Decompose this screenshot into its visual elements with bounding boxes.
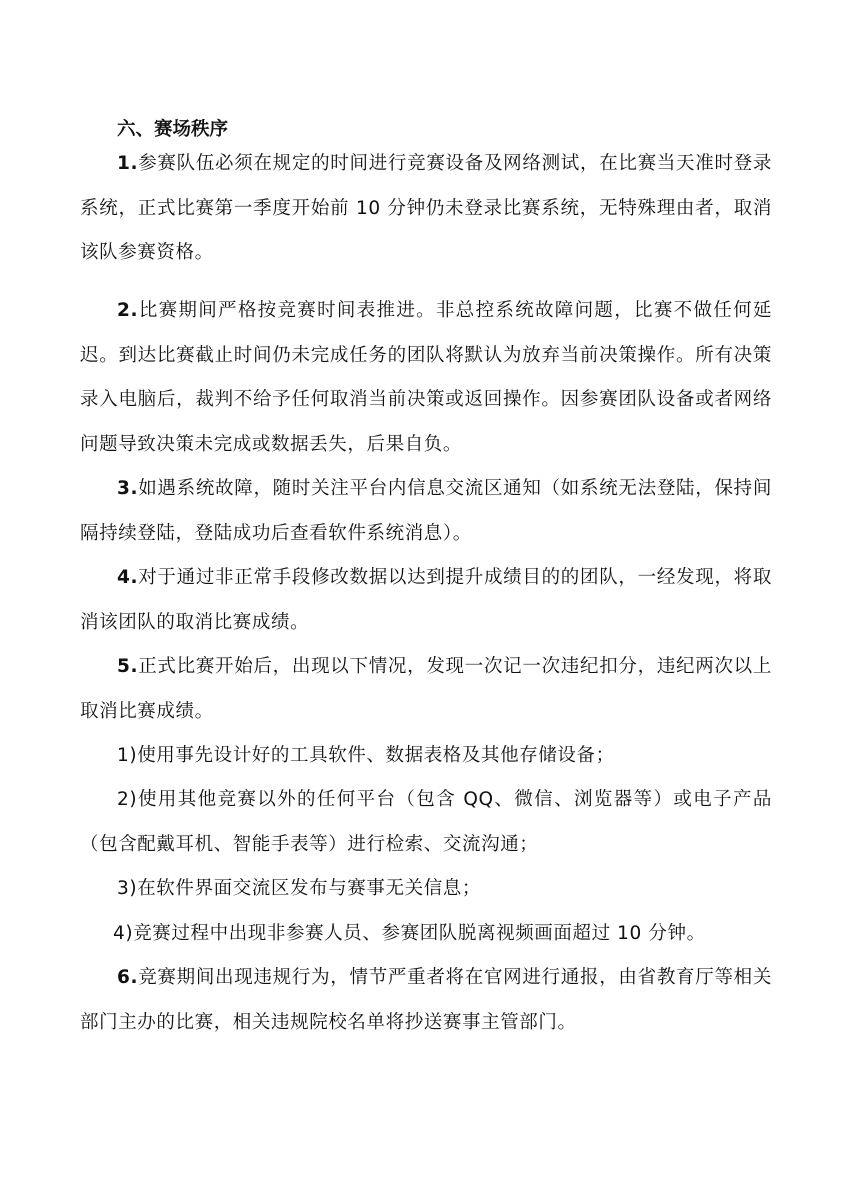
paragraph-4 [80,556,772,645]
paragraph-text: 正式比赛开始后，出现以下情况，发现一次记一次违纪扣分，违纪两次以上取消比赛成绩。 [80,656,772,722]
list-item: 4)竞赛过程中出现非参赛人员、参赛团队脱离视频画面超过 10 分钟。 [113,923,706,944]
list-item: 3)在软件界面交流区发布与赛事无关信息； [117,878,481,899]
list-item: 1)使用事先设计好的工具软件、数据表格及其他存储设备； [117,745,615,766]
paragraph-text: 比赛期间严格按竞赛时间表推进。非总控系统故障问题，比赛不做任何延迟。到达比赛截止时间仍未完成任务的团队将默认为放弃当前决策操作。所有决策录入电脑后，裁判不给予任何取消当前决策或返回操作。因参赛团队设备或者网络问题导致决策未完成或数据丢失，后果自负。 [80,300,772,455]
list-item: 2)使用其他竞赛以外的任何平台（包含 QQ、微信、浏览器等）或电子产品（包含配戴耳机、智能手表等）进行检索、交流沟通； [80,789,772,855]
paragraph-number: 5. [117,656,139,677]
paragraph-text: 参赛队伍必须在规定的时间进行竞赛设备及网络测试，在比赛当天准时登录系统，正式比赛第一季度开始前 10 分钟仍未登录比赛系统，无特殊理由者，取消该队参赛资格。 [80,153,772,264]
paragraph-number: 2. [117,300,139,321]
paragraph-6 [80,956,772,1045]
paragraph-number: 1. [117,153,139,174]
paragraph-number: 4. [117,567,139,588]
paragraph-text: 如遇系统故障，随时关注平台内信息交流区通知（如系统无法登陆，保持间隔持续登陆，登陆成功后查看软件系统消息）。 [80,478,772,544]
paragraph-2 [80,289,772,467]
paragraph-5 [80,645,772,734]
paragraph-text: 竞赛期间出现违规行为，情节严重者将在官网进行通报，由省教育厅等相关部门主办的比赛，相关违规院校名单将抄送赛事主管部门。 [80,967,772,1033]
paragraph-1 [80,142,772,276]
section-heading: 六、赛场秩序 [117,119,229,140]
paragraph-number: 6. [117,967,139,988]
paragraph-number: 3. [117,478,139,499]
paragraph-text: 对于通过非正常手段修改数据以达到提升成绩目的的团队，一经发现，将取消该团队的取消比赛成绩。 [80,567,772,633]
paragraph-3 [80,467,772,556]
